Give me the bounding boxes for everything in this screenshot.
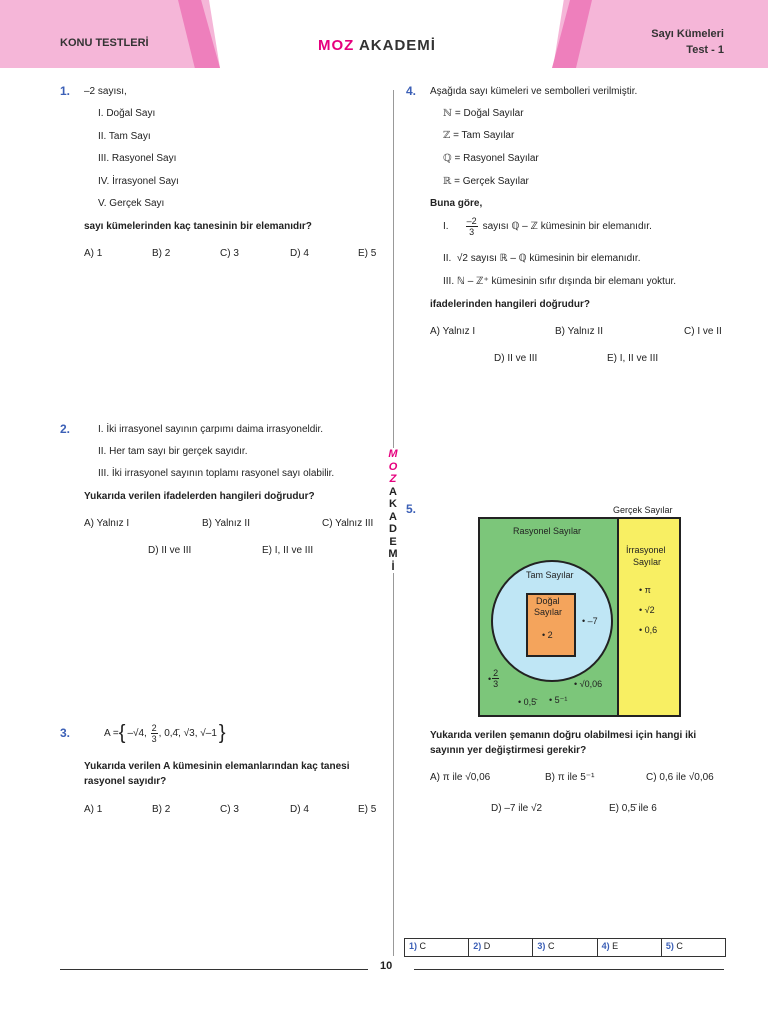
- q4-set-symbol: ℕ: [443, 108, 453, 119]
- q5-irrasyonel-label-2: Sayılar: [633, 557, 662, 567]
- side-letter: D: [389, 523, 397, 535]
- q1-option-c[interactable]: C) 3: [220, 248, 239, 259]
- answer-value: E: [612, 941, 619, 951]
- q4-set-row: [443, 176, 529, 187]
- q5-element-06: • 0,6: [639, 625, 658, 635]
- q5-option-c[interactable]: C) 0,6 ile √0,06: [646, 772, 714, 783]
- footer-rule-right: [414, 969, 724, 970]
- q3-number: 3.: [60, 726, 71, 740]
- q4-iii-label: III.: [443, 276, 455, 287]
- q4-number: 4.: [406, 84, 417, 98]
- q5-question-line2: sayının yer değiştirmesi gerekir?: [430, 745, 587, 756]
- q4-set-label: = Tam Sayılar: [453, 130, 515, 141]
- q5-gercek-label: Gerçek Sayılar: [613, 505, 673, 515]
- q4-ii-label: II.: [443, 253, 452, 264]
- q5-frac-num: 2: [493, 668, 499, 678]
- answer-key-cell: [598, 939, 662, 956]
- q5-element-sqrt006: • √0,06: [574, 679, 603, 689]
- q4-question: ifadelerinden hangileri doğrudur?: [430, 299, 591, 310]
- q4-option-a[interactable]: A) Yalnız I: [430, 326, 476, 337]
- q2-option-a[interactable]: A) Yalnız I: [84, 518, 130, 529]
- q1-option-b[interactable]: B) 2: [152, 248, 171, 259]
- answer-num: 2): [473, 941, 482, 951]
- answer-num: 1): [409, 941, 418, 951]
- answer-key-cell: [662, 939, 725, 956]
- q5-element-pi: • π: [639, 585, 651, 595]
- answer-key-cell: [469, 939, 533, 956]
- q3-option-e[interactable]: E) 5: [358, 804, 377, 815]
- q4-statement-i: [443, 216, 652, 237]
- logo-akademi: AKADEMİ: [358, 37, 436, 54]
- q3-set-prefix: A =: [104, 728, 119, 739]
- q4-set-label: = Gerçek Sayılar: [454, 176, 529, 187]
- q5-option-a[interactable]: A) π ile √0,06: [430, 772, 491, 783]
- answer-num: 5): [665, 941, 674, 951]
- q4-i-label: I.: [443, 221, 449, 232]
- q2-option-e[interactable]: E) I, II ve III: [262, 545, 314, 556]
- footer-rule-left: [60, 969, 368, 970]
- q3-option-a[interactable]: A) 1: [84, 804, 103, 815]
- q4-buna-gore: Buna göre,: [430, 198, 483, 209]
- q2-number: 2.: [60, 422, 71, 436]
- q4-i-fraction: [466, 216, 478, 237]
- q1-option-a[interactable]: A) 1: [84, 248, 103, 259]
- answer-num: 3): [537, 941, 546, 951]
- answer-key-cell: [533, 939, 597, 956]
- side-watermark: [386, 448, 400, 573]
- side-letter: İ: [391, 560, 395, 573]
- q2-option-c[interactable]: C) Yalnız III: [322, 518, 374, 529]
- q5-rasyonel-label: Rasyonel Sayılar: [513, 526, 582, 536]
- q5-element-minus7: • –7: [582, 616, 598, 626]
- q5-option-b[interactable]: B) π ile 5⁻¹: [545, 772, 595, 783]
- q3-set-item: 0,4̄,: [164, 728, 181, 739]
- q5-dogal-label-1: Doğal: [536, 596, 560, 606]
- q5-dogal-label-2: Sayılar: [534, 607, 563, 617]
- q2-option-b[interactable]: B) Yalnız II: [202, 518, 250, 529]
- q4-set-row: [443, 108, 524, 119]
- side-letter: A: [389, 485, 397, 498]
- q1-option-e[interactable]: E) 5: [358, 248, 377, 259]
- side-letter: E: [389, 535, 397, 548]
- q3-set-item: –√4,: [127, 728, 147, 739]
- q3-brace-open-icon: {: [118, 722, 126, 744]
- q5-option-d[interactable]: D) –7 ile √2: [491, 803, 543, 814]
- q1-option-d[interactable]: D) 4: [290, 248, 309, 259]
- q2-item: II. Her tam sayı bir gerçek sayıdır.: [98, 446, 248, 457]
- page-number: 10: [380, 960, 393, 972]
- q5-bullet-icon: •: [488, 673, 492, 684]
- q3-brace-close-icon: }: [218, 722, 226, 744]
- logo-moz: MOZ: [318, 37, 355, 54]
- side-letter: A: [389, 510, 397, 523]
- q3-set-item: √3,: [183, 728, 198, 739]
- q1-item: I. Doğal Sayı: [98, 108, 156, 119]
- q4-i-den: 3: [469, 227, 475, 237]
- q1-item: III. Rasyonel Sayı: [98, 153, 177, 164]
- q1-item: II. Tam Sayı: [98, 131, 151, 142]
- q3-question-line1: Yukarıda verilen A kümesinin elemanlarından kaç tanesi: [84, 761, 350, 772]
- q4-option-d[interactable]: D) II ve III: [494, 353, 538, 364]
- header-topic: Sayı Kümeleri: [651, 28, 724, 40]
- q4-option-c[interactable]: C) I ve II: [684, 326, 722, 337]
- q4-set-symbol: ℚ: [443, 153, 452, 164]
- q4-set-symbol: ℤ: [443, 130, 451, 141]
- q5-frac-den: 3: [493, 679, 499, 689]
- q4-statement-ii: [443, 253, 640, 264]
- q5-element-5inv: • 5⁻¹: [549, 695, 568, 705]
- side-letter: Z: [389, 473, 397, 485]
- q4-set-row: [443, 130, 514, 141]
- q5-element-05: • 0,5̄: [518, 697, 537, 707]
- q4-option-b[interactable]: B) Yalnız II: [555, 326, 603, 337]
- q2-item: I. İki irrasyonel sayının çarpımı daima irrasyoneldir.: [98, 424, 324, 435]
- q5-element-sqrt2: • √2: [639, 605, 655, 615]
- q1-item: IV. İrrasyonel Sayı: [98, 176, 179, 187]
- q3-set-item: √–1: [200, 728, 217, 739]
- q3-option-d[interactable]: D) 4: [290, 804, 309, 815]
- answer-num: 4): [601, 941, 610, 951]
- answer-value: C: [676, 941, 683, 951]
- q4-set-label: = Doğal Sayılar: [454, 108, 524, 119]
- answer-key-table: [404, 938, 726, 957]
- q4-iii-text: ℕ – ℤ⁺ kümesinin sıfır dışında bir elemanı yoktur.: [456, 276, 677, 287]
- q1-stem: –2 sayısı,: [84, 86, 127, 97]
- q2-item: III. İki irrasyonel sayının toplamı rasyonel sayı olabilir.: [98, 468, 335, 479]
- q3-set-expression: A = { –√4, $\frac{2}{3}$ , 0,4̄, √3, √–1 }: [104, 722, 226, 744]
- answer-value: C: [547, 941, 555, 951]
- q5-element-2: • 2: [542, 630, 553, 640]
- q4-set-label: = Rasyonel Sayılar: [454, 153, 539, 164]
- q5-number: 5.: [406, 502, 417, 516]
- q3-question-line2: rasyonel sayıdır?: [84, 776, 167, 787]
- side-letter: M: [388, 548, 398, 560]
- q5-option-e[interactable]: E) 0,5̄ ile 6: [609, 803, 657, 814]
- q5-tam-label: Tam Sayılar: [526, 570, 574, 580]
- q4-statement-iii: [443, 276, 676, 287]
- q3-fraction: [151, 723, 158, 744]
- q2-question: Yukarıda verilen ifadelerden hangileri doğrudur?: [84, 491, 315, 502]
- q3-frac-num: 2: [151, 723, 157, 733]
- q5-frac: [492, 668, 499, 689]
- header-test: Test - 1: [686, 44, 724, 56]
- q4-option-e[interactable]: E) I, II ve III: [607, 353, 659, 364]
- q4-i-num: –2: [466, 216, 477, 226]
- q1-number: 1.: [60, 84, 71, 98]
- q3-option-b[interactable]: B) 2: [152, 804, 171, 815]
- brand-logo: [318, 37, 436, 54]
- q4-set-symbol: ℝ: [443, 176, 452, 187]
- q5-element-frac: [488, 668, 500, 689]
- q5-question-line1: Yukarıda verilen şemanın doğru olabilmesi için hangi iki: [430, 730, 697, 741]
- header-section-label: KONU TESTLERİ: [60, 37, 149, 49]
- side-letter: O: [388, 460, 398, 473]
- q4-stem: Aşağıda sayı kümeleri ve sembolleri verilmiştir.: [430, 86, 638, 97]
- q1-question: sayı kümelerinden kaç tanesinin bir elemanıdır?: [84, 221, 312, 232]
- side-letter: M: [388, 448, 398, 460]
- q3-option-c[interactable]: C) 3: [220, 804, 239, 815]
- q5-irrasyonel-label-1: İrrasyonel: [626, 545, 666, 555]
- q4-set-row: [443, 153, 539, 164]
- answer-key-cell: [405, 939, 469, 956]
- q2-option-d[interactable]: D) II ve III: [148, 545, 192, 556]
- answer-value: D: [483, 941, 491, 951]
- side-letter: K: [389, 498, 397, 510]
- q3-frac-den: 3: [151, 734, 157, 744]
- answer-value: C: [419, 941, 427, 951]
- q4-i-text: sayısı ℚ – ℤ kümesinin bir elemanıdır.: [482, 221, 652, 232]
- q4-ii-text: √2 sayısı ℝ – ℚ kümesinin bir elemanıdır.: [456, 253, 641, 264]
- q1-item: V. Gerçek Sayı: [98, 198, 165, 209]
